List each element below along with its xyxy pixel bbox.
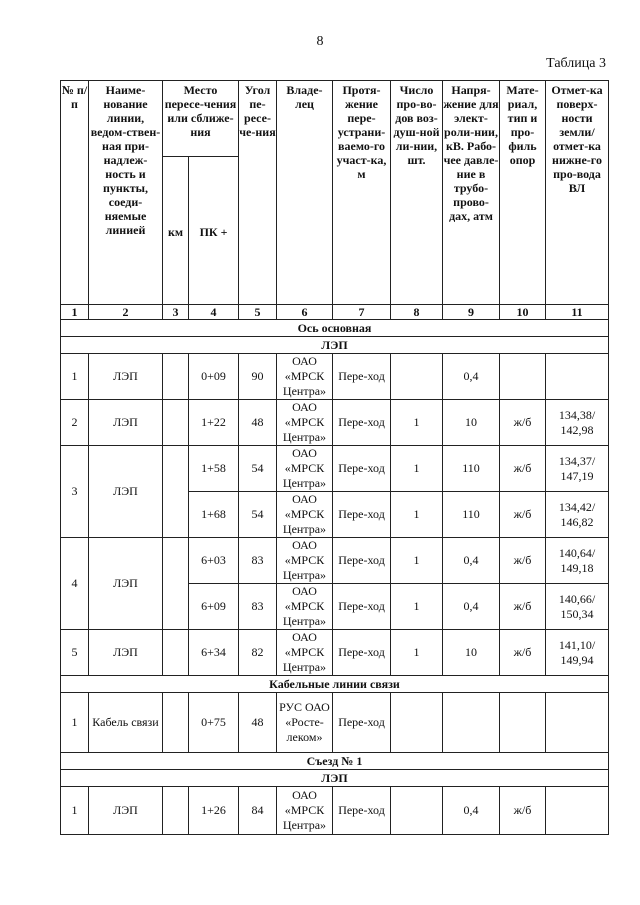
col-num: 5 (239, 305, 277, 320)
table-row (61, 630, 609, 676)
row-name: ЛЭП (89, 787, 163, 835)
row-number: 4 (61, 538, 89, 630)
row-material: ж/б (500, 446, 546, 492)
row-length: Пере-ход (333, 787, 391, 835)
row-owner: ОАО «МРСК Центра» (277, 787, 333, 835)
row-material (500, 354, 546, 400)
row-angle: 83 (239, 538, 277, 584)
col-num: 6 (277, 305, 333, 320)
row-number: 1 (61, 693, 89, 753)
row-name: ЛЭП (89, 354, 163, 400)
section-title: Ось основная (61, 320, 609, 337)
row-voltage: 0,4 (443, 787, 500, 835)
table-row (61, 446, 609, 492)
row-km (163, 446, 189, 538)
row-length: Пере-ход (333, 584, 391, 630)
table-row (61, 538, 609, 584)
row-mark (546, 354, 609, 400)
col-num: 2 (89, 305, 163, 320)
row-name: ЛЭП (89, 538, 163, 630)
row-length: Пере-ход (333, 354, 391, 400)
section-title: Кабельные линии связи (61, 676, 609, 693)
row-length: Пере-ход (333, 446, 391, 492)
row-wires: 1 (391, 584, 443, 630)
table-caption: Таблица 3 (546, 56, 606, 71)
row-length: Пере-ход (333, 538, 391, 584)
col-num: 7 (333, 305, 391, 320)
row-voltage: 0,4 (443, 354, 500, 400)
row-length: Пере-ход (333, 693, 391, 753)
row-angle: 48 (239, 693, 277, 753)
row-mark: 140,64/ 149,18 (546, 538, 609, 584)
row-pk: 1+26 (189, 787, 239, 835)
section-subtitle: ЛЭП (61, 770, 609, 787)
section-title: Съезд № 1 (61, 753, 609, 770)
col-num: 8 (391, 305, 443, 320)
row-number: 5 (61, 630, 89, 676)
row-pk: 0+09 (189, 354, 239, 400)
row-voltage: 10 (443, 630, 500, 676)
row-wires: 1 (391, 630, 443, 676)
row-wires (391, 354, 443, 400)
row-angle: 54 (239, 446, 277, 492)
header-number: № п/п (61, 81, 89, 305)
row-mark: 141,10/ 149,94 (546, 630, 609, 676)
row-owner: ОАО «МРСК Центра» (277, 446, 333, 492)
row-name: Кабель связи (89, 693, 163, 753)
header-material: Мате-риал, тип и про-филь опор (500, 81, 546, 305)
row-name: ЛЭП (89, 446, 163, 538)
row-mark: 134,38/ 142,98 (546, 400, 609, 446)
row-angle: 48 (239, 400, 277, 446)
col-num: 3 (163, 305, 189, 320)
row-voltage: 110 (443, 492, 500, 538)
row-owner: РУС ОАО «Росте-леком» (277, 693, 333, 753)
row-length: Пере-ход (333, 630, 391, 676)
row-angle: 82 (239, 630, 277, 676)
row-owner: ОАО «МРСК Центра» (277, 354, 333, 400)
row-material (500, 693, 546, 753)
section-subtitle: ЛЭП (61, 337, 609, 354)
row-km (163, 787, 189, 835)
row-pk: 1+58 (189, 446, 239, 492)
row-km (163, 630, 189, 676)
row-wires: 1 (391, 492, 443, 538)
col-num: 9 (443, 305, 500, 320)
header-crossing-angle: Угол пе-ресе-че-ния (239, 81, 277, 305)
row-length: Пере-ход (333, 492, 391, 538)
row-km (163, 354, 189, 400)
crossings-table (60, 80, 609, 835)
table-row (61, 354, 609, 400)
row-pk: 1+22 (189, 400, 239, 446)
row-material: ж/б (500, 630, 546, 676)
row-owner: ОАО «МРСК Центра» (277, 584, 333, 630)
row-pk: 6+09 (189, 584, 239, 630)
row-owner: ОАО «МРСК Центра» (277, 630, 333, 676)
header-ground-mark: Отмет-ка поверх-ности земли/ отмет-ка нижне-го про-вода ВЛ (546, 81, 609, 305)
col-num: 4 (189, 305, 239, 320)
header-line-name: Наиме-нование линии, ведом-ствен-ная при-надлеж-ность и пункты, соеди-няемые линией (89, 81, 163, 305)
header-voltage: Напря-жение для элект-роли-нии, кВ. Рабо-чее давле-ние в трубо-прово-дах, атм (443, 81, 500, 305)
row-wires: 1 (391, 446, 443, 492)
header-owner: Владе-лец (277, 81, 333, 305)
row-mark (546, 787, 609, 835)
row-owner: ОАО «МРСК Центра» (277, 400, 333, 446)
header-wire-count: Число про-во-дов воз-душ-ной ли-нии, шт. (391, 81, 443, 305)
row-pk: 0+75 (189, 693, 239, 753)
row-km (163, 538, 189, 630)
row-material: ж/б (500, 787, 546, 835)
row-wires (391, 787, 443, 835)
header-km: км (163, 157, 189, 305)
row-material: ж/б (500, 492, 546, 538)
row-angle: 83 (239, 584, 277, 630)
header-pk: ПК + (189, 157, 239, 305)
row-voltage: 0,4 (443, 584, 500, 630)
row-wires: 1 (391, 538, 443, 584)
column-number-row (61, 305, 609, 320)
row-voltage: 110 (443, 446, 500, 492)
row-pk: 1+68 (189, 492, 239, 538)
page-number: 8 (316, 34, 324, 49)
row-mark: 134,42/ 146,82 (546, 492, 609, 538)
row-owner: ОАО «МРСК Центра» (277, 538, 333, 584)
table-row (61, 400, 609, 446)
row-name: ЛЭП (89, 400, 163, 446)
row-mark: 134,37/ 147,19 (546, 446, 609, 492)
row-length: Пере-ход (333, 400, 391, 446)
row-number: 1 (61, 787, 89, 835)
row-pk: 6+03 (189, 538, 239, 584)
header-length: Протя-жение пере-устрани-ваемо-го участ-ка, м (333, 81, 391, 305)
row-angle: 54 (239, 492, 277, 538)
row-wires (391, 693, 443, 753)
row-km (163, 400, 189, 446)
table-row (61, 787, 609, 835)
row-material: ж/б (500, 584, 546, 630)
row-material: ж/б (500, 538, 546, 584)
row-voltage: 0,4 (443, 538, 500, 584)
row-mark (546, 693, 609, 753)
row-angle: 84 (239, 787, 277, 835)
row-number: 2 (61, 400, 89, 446)
row-km (163, 693, 189, 753)
row-pk: 6+34 (189, 630, 239, 676)
table-row (61, 693, 609, 753)
col-num: 10 (500, 305, 546, 320)
col-num: 11 (546, 305, 609, 320)
row-voltage: 10 (443, 400, 500, 446)
row-material: ж/б (500, 400, 546, 446)
row-voltage (443, 693, 500, 753)
row-number: 3 (61, 446, 89, 538)
row-name: ЛЭП (89, 630, 163, 676)
row-number: 1 (61, 354, 89, 400)
col-num: 1 (61, 305, 89, 320)
header-crossing-place: Место пересе-чения или сближе-ния (163, 81, 239, 157)
row-angle: 90 (239, 354, 277, 400)
row-wires: 1 (391, 400, 443, 446)
row-owner: ОАО «МРСК Центра» (277, 492, 333, 538)
row-mark: 140,66/ 150,34 (546, 584, 609, 630)
